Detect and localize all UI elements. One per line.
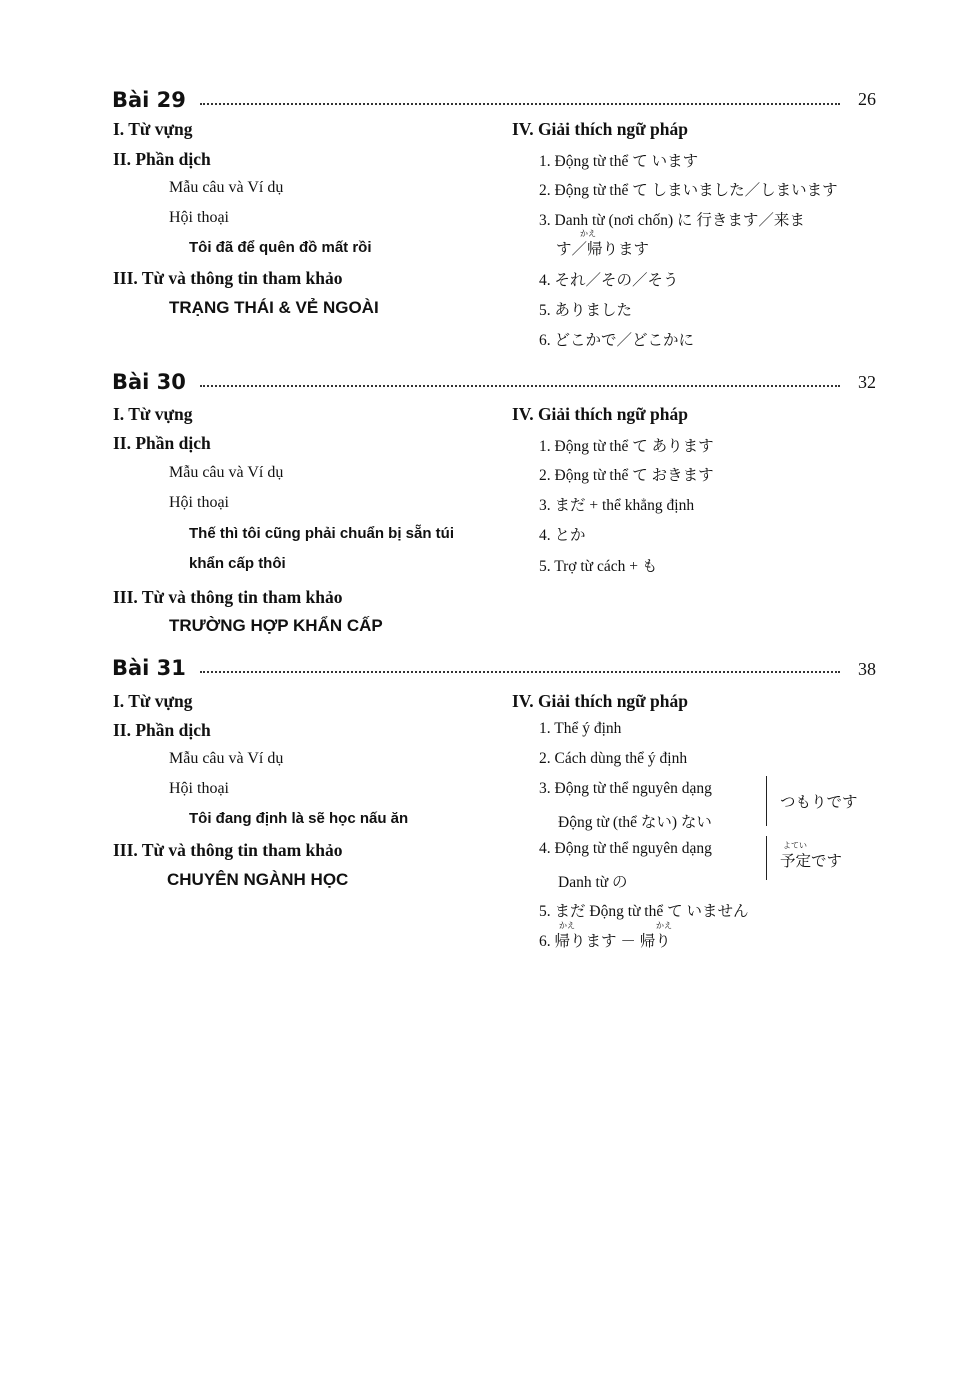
grammar-item: 3. Động từ thể nguyên dạng: [539, 780, 712, 797]
item-sample-sentences: Mẫu câu và Ví dụ: [169, 179, 284, 196]
grammar-item: 3. Danh từ (nơi chốn) に 行きます／来ま: [539, 212, 805, 229]
grammar-item: 4. それ／その／そう: [539, 272, 679, 289]
grammar-item: 6. 帰ります － 帰り: [539, 933, 671, 950]
section-translation: II. Phần dịch: [113, 433, 211, 453]
section-reference: III. Từ và thông tin tham khảo: [113, 840, 343, 860]
item-dialogue: Hội thoại: [169, 494, 229, 511]
section-reference: III. Từ và thông tin tham khảo: [113, 268, 343, 288]
dialogue-title: Thế thì tôi cũng phải chuẩn bị sẵn túi: [189, 525, 454, 542]
furigana: かえ: [580, 229, 596, 238]
grammar-item: 5. ありました: [539, 302, 633, 319]
item-dialogue: Hội thoại: [169, 209, 229, 226]
grammar-item: 3. まだ + thể khẳng định: [539, 497, 695, 514]
reference-topic: CHUYÊN NGÀNH HỌC: [167, 870, 349, 889]
grammar-item: 2. Động từ thể て しまいました／しまいます: [539, 182, 838, 199]
reference-topic: TRẠNG THÁI & VẺ NGOÀI: [169, 298, 379, 317]
grammar-suffix: つもりです: [780, 794, 858, 811]
dialogue-title-cont: khẩn cấp thôi: [189, 555, 286, 572]
grammar-item: 1. Động từ thể て あります: [539, 438, 714, 455]
section-translation: II. Phần dịch: [113, 149, 211, 169]
grammar-item-cont: す／帰ります: [556, 241, 650, 258]
leader-dots: [200, 385, 840, 387]
section-grammar: IV. Giải thích ngữ pháp: [512, 691, 689, 711]
leader-dots: [200, 103, 840, 105]
section-vocabulary: I. Từ vựng: [113, 404, 193, 424]
bracket: [766, 836, 773, 880]
section-grammar: IV. Giải thích ngữ pháp: [512, 119, 689, 139]
furigana: よてい: [783, 841, 807, 850]
item-sample-sentences: Mẫu câu và Ví dụ: [169, 464, 284, 481]
section-reference: III. Từ và thông tin tham khảo: [113, 587, 343, 607]
bracket: [766, 776, 773, 826]
lesson-title: Bài 30: [112, 370, 186, 394]
page-number: 32: [858, 372, 876, 392]
grammar-item: 2. Động từ thể て おきます: [539, 467, 714, 484]
grammar-item: 1. Động từ thể て います: [539, 153, 699, 170]
furigana: かえ: [559, 921, 575, 930]
dialogue-title: Tôi đã để quên đồ mất rồi: [189, 239, 372, 256]
grammar-item: 6. どこかで／どこかに: [539, 332, 695, 349]
item-sample-sentences: Mẫu câu và Ví dụ: [169, 750, 284, 767]
grammar-item: 4. Động từ thể nguyên dạng: [539, 840, 712, 857]
dialogue-title: Tôi đang định là sẽ học nấu ăn: [189, 810, 409, 827]
grammar-suffix: 予定です: [780, 853, 843, 870]
lesson-title: Bài 31: [112, 656, 186, 680]
section-vocabulary: I. Từ vựng: [113, 119, 193, 139]
grammar-item: 4. とか: [539, 527, 586, 544]
leader-dots: [200, 671, 840, 673]
section-grammar: IV. Giải thích ngữ pháp: [512, 404, 689, 424]
reference-topic: TRƯỜNG HỢP KHẨN CẤP: [169, 616, 383, 635]
page-number: 38: [858, 659, 876, 679]
furigana: かえ: [656, 921, 672, 930]
grammar-item: 2. Cách dùng thể ý định: [539, 750, 688, 767]
item-dialogue: Hội thoại: [169, 780, 229, 797]
grammar-item: 5. まだ Động từ thể て いません: [539, 903, 749, 920]
section-vocabulary: I. Từ vựng: [113, 691, 193, 711]
page-number: 26: [858, 89, 876, 109]
grammar-item-cont: Động từ (thể ない) ない: [558, 814, 712, 831]
section-translation: II. Phần dịch: [113, 720, 211, 740]
grammar-item-cont: Danh từ の: [558, 874, 628, 891]
lesson-title: Bài 29: [112, 88, 186, 112]
grammar-item: 5. Trợ từ cách + も: [539, 558, 658, 575]
grammar-item: 1. Thể ý định: [539, 720, 622, 737]
